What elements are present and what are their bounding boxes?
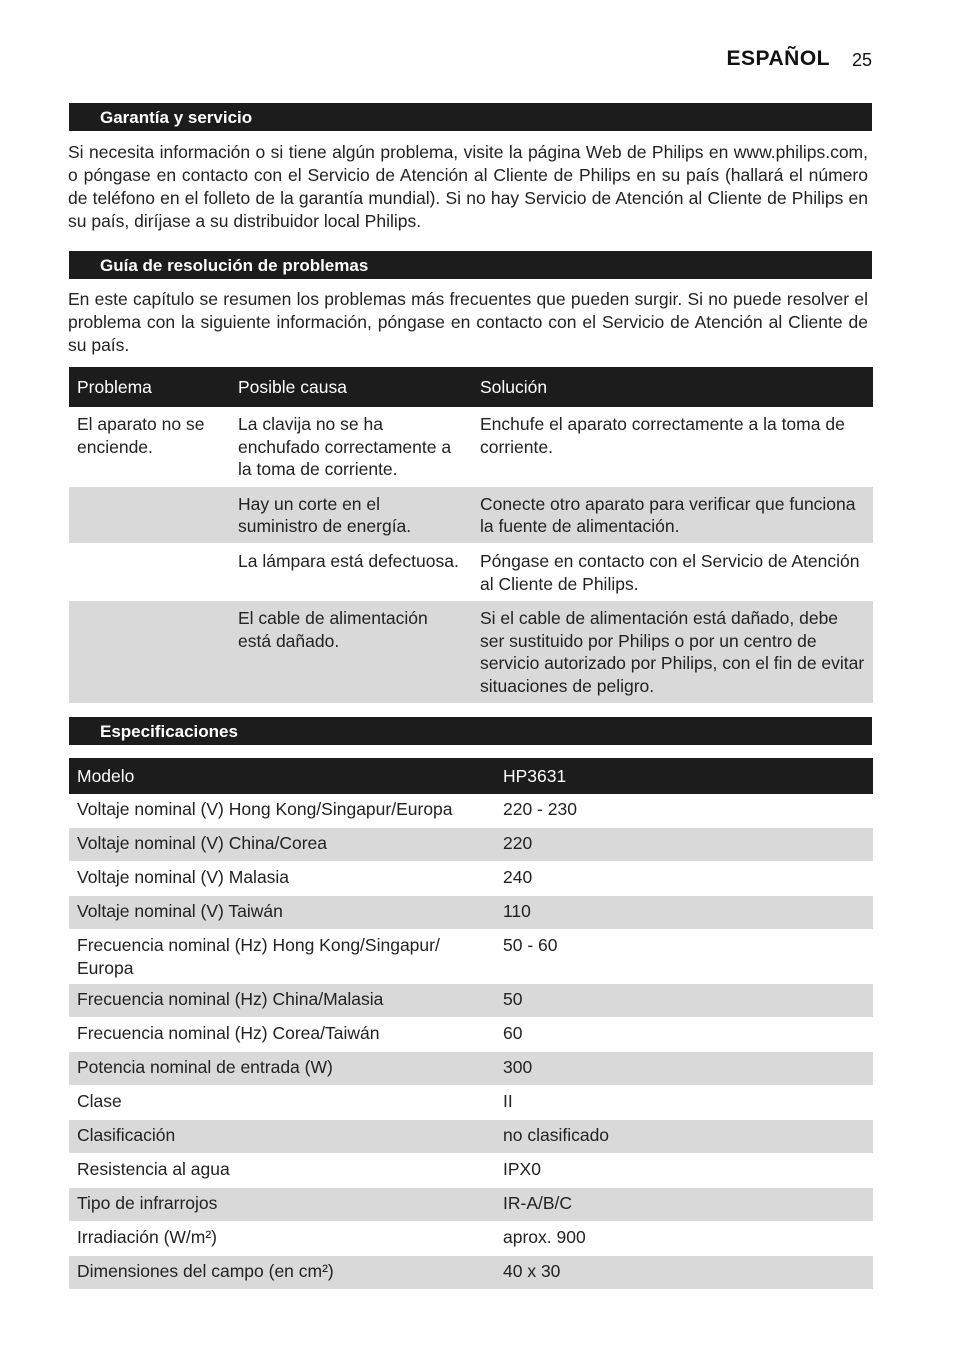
spec-label: Potencia nominal de entrada (W) [69,1052,495,1086]
table-row [69,1120,873,1154]
section-title-warranty: Garantía y servicio [69,103,872,131]
spec-value: 40 x 30 [495,1256,873,1290]
spec-value: 50 [495,984,873,1018]
header-model: Modelo [69,758,495,794]
table-row [69,930,873,984]
table-row [69,1256,873,1290]
table-row [69,1222,873,1256]
spec-value: 240 [495,862,873,896]
solution-cell: Conecte otro aparato para verificar que funciona la fuente de alimentación. [472,486,873,543]
spec-label: Voltaje nominal (V) Hong Kong/Singapur/Europa [69,794,495,828]
spec-label: Frecuencia nominal (Hz) China/Malasia [69,984,495,1018]
spec-label: Frecuencia nominal (Hz) Hong Kong/Singapur/ Europa [69,930,495,984]
spec-label: Clase [69,1086,495,1120]
table-row [69,794,873,828]
spec-value: 60 [495,1018,873,1052]
spec-value: IPX0 [495,1154,873,1188]
header-problem: Problema [69,367,230,407]
spec-value: 220 - 230 [495,794,873,828]
table-row [69,1188,873,1222]
problem-cell: El aparato no se enciende. [69,407,230,486]
troubleshooting-table [69,367,873,704]
table-row [69,828,873,862]
header-solution: Solución [472,367,873,407]
spec-label: Voltaje nominal (V) Taiwán [69,896,495,930]
problem-cell [69,486,230,543]
table-row [69,486,873,543]
spec-label: Dimensiones del campo (en cm²) [69,1256,495,1290]
spec-value: no clasificado [495,1120,873,1154]
solution-cell: Si el cable de alimentación está dañado, debe ser sustituido por Philips o por un centro de servicio autorizado por Philips, con el fin de evitar situaciones de peligro. [472,601,873,703]
solution-cell: Enchufe el aparato correctamente a la toma de corriente. [472,407,873,486]
table-row [69,1018,873,1052]
table-row [69,862,873,896]
spec-label: Irradiación (W/m²) [69,1222,495,1256]
table-row [69,984,873,1018]
spec-label: Clasificación [69,1120,495,1154]
spec-value: IR-A/B/C [495,1188,873,1222]
cause-cell: Hay un corte en el suministro de energía. [230,486,472,543]
solution-cell: Póngase en contacto con el Servicio de Atención al Cliente de Philips. [472,543,873,600]
table-row [69,1086,873,1120]
table-row [69,1154,873,1188]
troubleshooting-paragraph: En este capítulo se resumen los problemas más frecuentes que pueden surgir. Si no puede resolver el problema con la siguiente información, póngase en contacto con el Servicio de Atención al Cliente de su país. [68,289,868,355]
spec-value: 220 [495,828,873,862]
spec-value: 300 [495,1052,873,1086]
spec-label: Voltaje nominal (V) China/Corea [69,828,495,862]
problem-cell [69,601,230,703]
table-row [69,601,873,703]
spec-value: 110 [495,896,873,930]
spec-label: Frecuencia nominal (Hz) Corea/Taiwán [69,1018,495,1052]
language-label: ESPAÑOL [726,47,830,70]
table-header-row [69,367,873,407]
spec-label: Resistencia al agua [69,1154,495,1188]
spec-value: aprox. 900 [495,1222,873,1256]
section-title-troubleshooting: Guía de resolución de problemas [69,251,872,279]
table-row [69,896,873,930]
spec-value: 50 - 60 [495,930,873,984]
cause-cell: La lámpara está defectuosa. [230,543,472,600]
table-row [69,1052,873,1086]
spec-label: Voltaje nominal (V) Malasia [69,862,495,896]
spec-label: Tipo de infrarrojos [69,1188,495,1222]
cause-cell: El cable de alimentación está dañado. [230,601,472,703]
header-model-value: HP3631 [495,758,873,794]
spec-value: II [495,1086,873,1120]
table-row [69,407,873,486]
section-title-specifications: Especificaciones [69,717,872,745]
page-number: 25 [852,50,873,70]
specifications-table [69,758,873,1290]
cause-cell: La clavija no se ha enchufado correctamente a la toma de corriente. [230,407,472,486]
problem-cell [69,543,230,600]
header-cause: Posible causa [230,367,472,407]
warranty-paragraph: Si necesita información o si tiene algún problema, visite la página Web de Philips en www.philips.com, o póngase en contacto con el Servicio de Atención al Cliente de Philips en su país (hallará el número de teléfono en el folleto de la garantía mundial). Si no hay Servicio de Atención al Cliente de Philips en su país, diríjase a su distribuidor local Philips. [68,142,868,231]
table-header-row [69,758,873,794]
table-row [69,543,873,600]
